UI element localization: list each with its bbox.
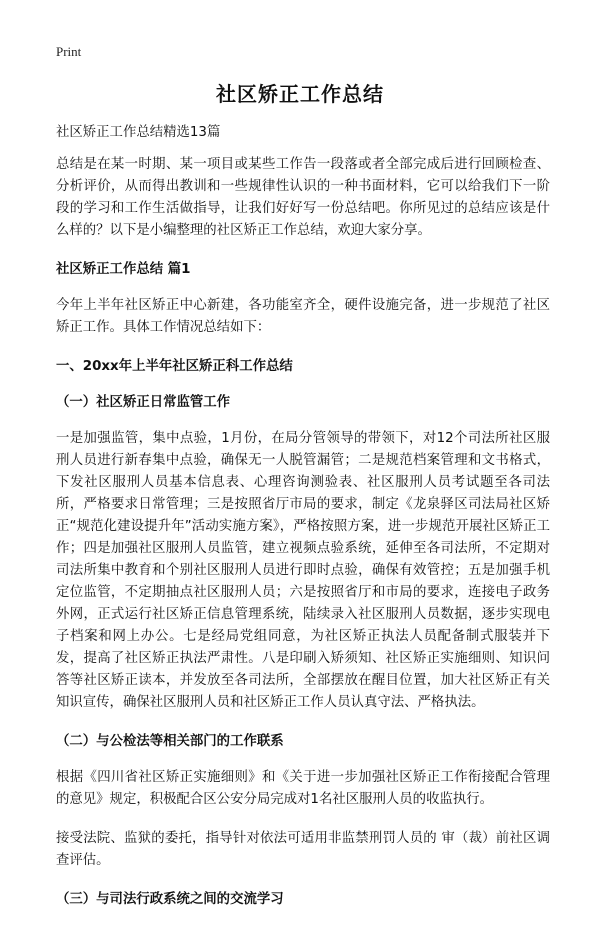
intro-paragraph: 总结是在某一时期、某一项目或某些工作告一段落或者全部完成后进行回顾检查、分析评价，从而得出教训和一些规律性认识的一种书面材料，它可以给我们下一阶段的学习和工作生活做指导，让我们好好写一份总结吧。你所见过的总结应该是什么样的？以下是小编整理的社区矫正工作总结，欢迎大家分享。 [56,157,550,238]
heading-subsection-3: （三）与司法行政系统之间的交流学习 [56,892,284,907]
document-title: 社区矫正工作总结 [216,82,384,106]
print-link[interactable]: Print [56,44,82,59]
section-title: 社区矫正工作总结 篇1 [56,262,191,277]
subsection-1-paragraph: 一是加强监管，集中点验，1月份，在局分管领导的带领下，对12个司法所社区服刑人员进行新春集中点验，确保无一人脱管漏管；二是规范档案管理和文书格式，下发社区服刑人员基本信息表、心理咨询测验表、社区服刑人员考试题至各司法所，严格要求日常管理；三是按照省厅市局的要求，制定《龙泉驿区司法局社区矫正“规范化建设提升年”活动实施方案》，严格按照方案，进一步规范开展社区矫正工作；四是加强社区服刑人员监管，建立视频点验系统，延伸至各司法所，不定期对司法所集中教育和个别社区服刑人员进行即时点验，确保有效管控；五是加强手机定位监管，不定期抽点社区服刑人员；六是按照省厅和市局的要求，连接电子政务外网，正式运行社区矫正信息管理系统，陆续录入社区服刑人员数据，逐步实现电子档案和网上办公。七是经局党组同意，为社区矫正执法人员配备制式服装并下发，提高了社区矫正执法严肃性。八是印刷入矫须知、社区矫正实施细则、知识问答等社区矫正读本，并发放至各司法所，全部摆放在醒目位置，加大社区矫正有关知识宣传，确保社区服刑人员和社区矫正工作人员认真守法、严格执法。 [56,431,550,710]
subsection-2-paragraph-2: 接受法院、监狱的委托，指导针对依法可适用非监禁刑罚人员的 审（裁）前社区调查评估。 [56,831,550,868]
heading-subsection-1: （一）社区矫正日常监管工作 [56,395,231,410]
subsection-2-paragraph-1: 根据《四川省社区矫正实施细则》和《关于进一步加强社区矫正工作衔接配合管理的意见》规定，积极配合区公安分局完成对1名社区服刑人员的收监执行。 [56,770,550,807]
document-subtitle: 社区矫正工作总结精选13篇 [56,125,221,140]
heading-subsection-2: （二）与公检法等相关部门的工作联系 [56,734,284,749]
document-body [56,122,550,925]
heading-part-one: 一、20xx年上半年社区矫正科工作总结 [56,359,293,374]
section-paragraph: 今年上半年社区矫正中心新建，各功能室齐全，硬件设施完备，进一步规范了社区矫正工作。具体工作情况总结如下： [56,298,550,335]
